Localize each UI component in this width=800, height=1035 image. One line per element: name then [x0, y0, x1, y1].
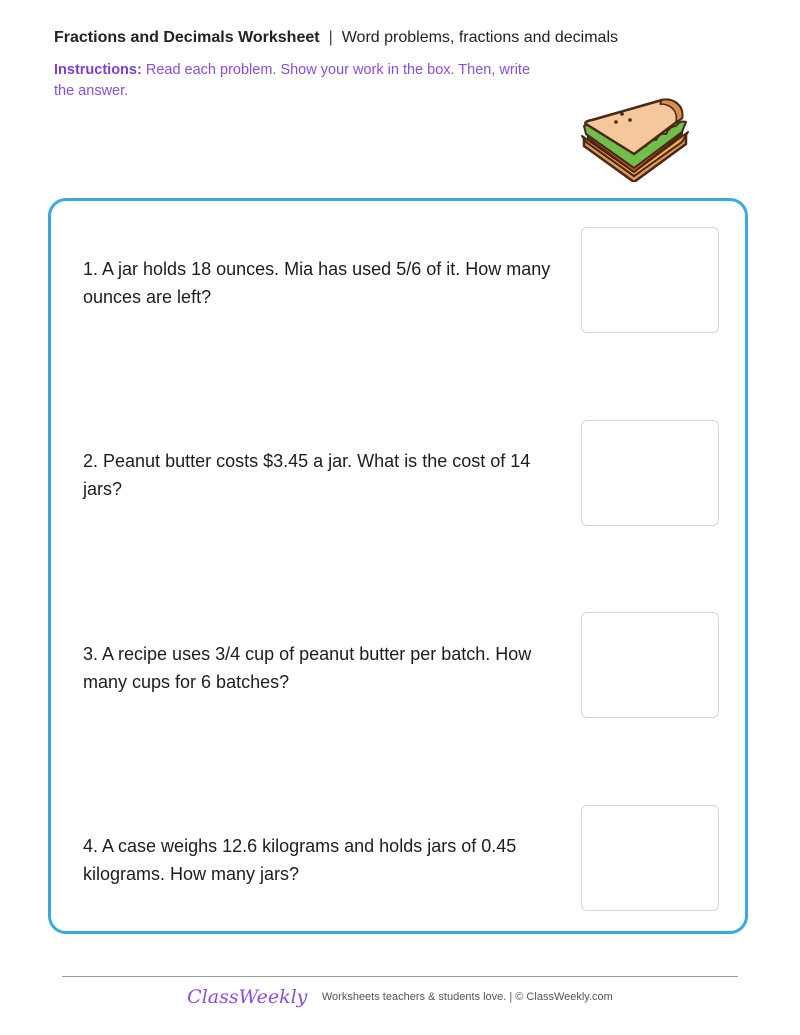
worksheet-header — [54, 28, 618, 48]
problem-1: 1. A jar holds 18 ounces. Mia has used 5/6 of it. How many ounces are left? — [83, 259, 551, 307]
answer-box-3[interactable] — [581, 612, 719, 718]
brand-logo: ClassWeekly — [187, 986, 308, 1008]
sandwich-icon — [578, 96, 690, 182]
problem-3: 3. A recipe uses 3/4 cup of peanut butter per batch. How many cups for 6 batches? — [83, 644, 532, 692]
title-separator: | — [328, 29, 333, 46]
problem-4: 4. A case weighs 12.6 kilograms and holds jars of 0.45 kilograms. How many jars? — [83, 836, 517, 884]
answer-box-4[interactable] — [581, 805, 719, 911]
footer — [0, 986, 800, 1008]
worksheet-subtitle: Word problems, fractions and decimals — [341, 29, 618, 46]
worksheet-title: Fractions and Decimals Worksheet — [54, 29, 320, 46]
answer-box-2[interactable] — [581, 420, 719, 526]
answer-box-1[interactable] — [581, 227, 719, 333]
instructions-label: Instructions: — [54, 62, 142, 78]
footer-divider — [62, 976, 738, 977]
instructions-text: Read each problem. Show your work in the box. Then, write the answer. — [54, 62, 531, 99]
problems-panel — [48, 198, 748, 934]
footer-tagline: Worksheets teachers & students love. | © ClassWeekly.com — [321, 991, 613, 1003]
instructions — [54, 60, 534, 102]
problem-2: 2. Peanut butter costs $3.45 a jar. What is the cost of 14 jars? — [83, 451, 531, 499]
